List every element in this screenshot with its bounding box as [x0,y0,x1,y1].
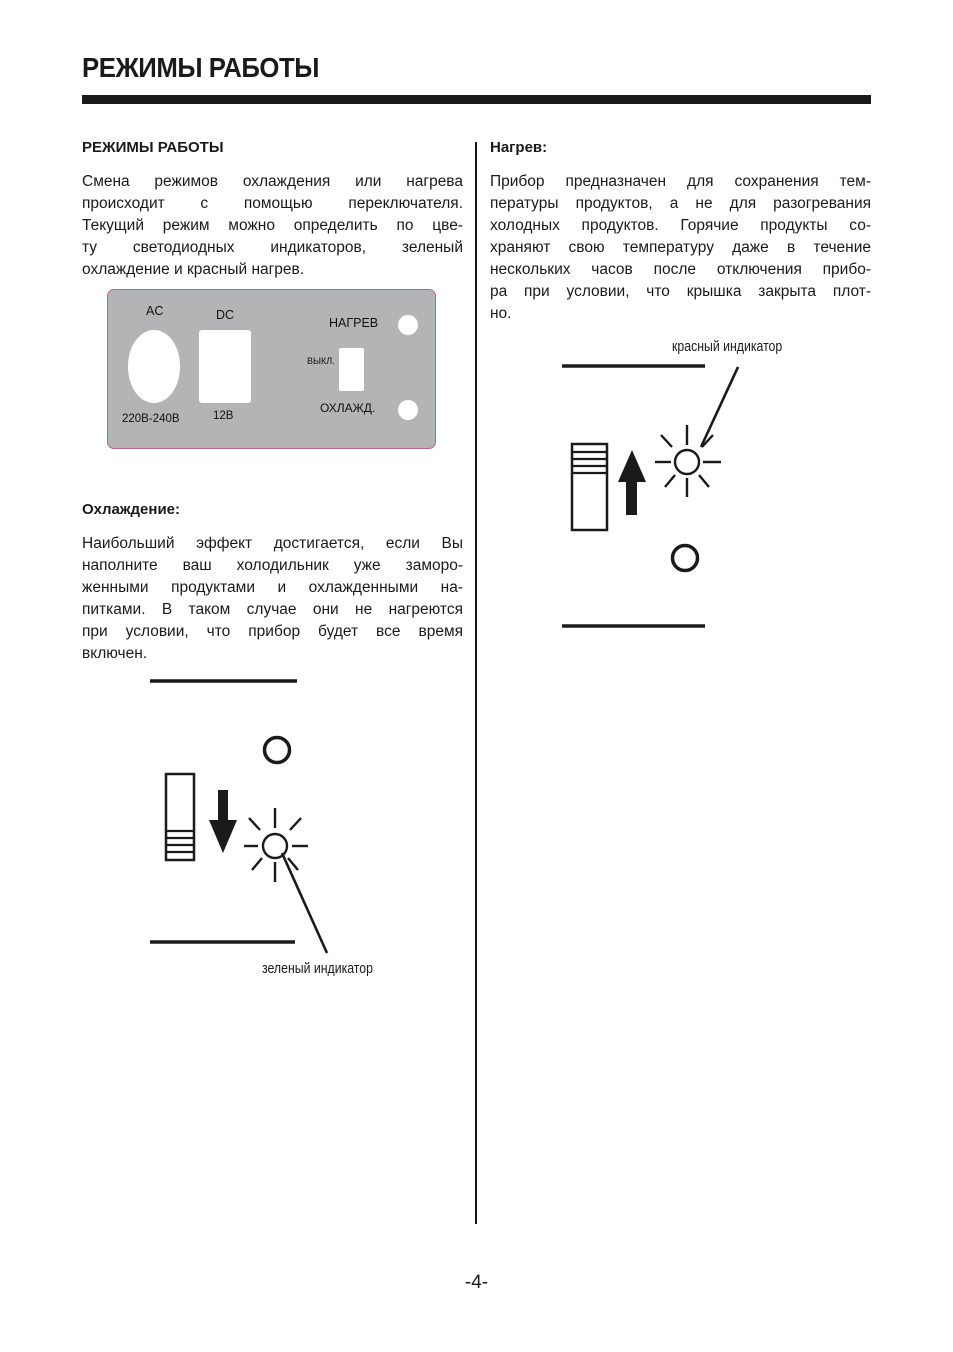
ac-voltage-label: 220В-240В [122,413,180,425]
cooling-paragraph [82,533,463,665]
heating-caption: красный индикатор [672,338,783,355]
dc-label: DC [216,308,235,322]
intro-line: ту светодиодных индикаторов, зеленый [82,239,463,256]
heat-indicator-off-icon [265,738,290,763]
cool-label: ОХЛАЖД. [320,401,376,415]
page-number: -4- [464,1272,489,1293]
heating-line: нескольких часов после отключения прибо- [490,261,871,278]
heating-diagram [555,355,755,640]
heating-line: Прибор предназначен для сохранения тем- [490,173,871,190]
page-title: РЕЖИМЫ РАБОТЫ [82,52,320,83]
arrow-up-icon [618,450,646,515]
heating-title: Нагрев: [490,139,548,156]
heat-indicator-led [398,315,418,335]
dc-voltage-label: 12В [213,410,234,422]
heat-indicator-on-icon [655,425,721,497]
title-rule [82,95,871,104]
column-divider [475,142,477,1224]
cooling-diagram [140,670,340,960]
cool-indicator-off-icon [673,546,698,571]
heating-paragraph [490,171,871,325]
cooling-line: включен. [82,645,148,662]
intro-paragraph [82,171,463,281]
intro-line: Текущий режим можно определить по цве- [82,217,463,234]
cooling-line: при условии, что прибор будет все время [82,623,463,640]
indicator-pointer-line [701,367,738,447]
intro-line: Смена режимов охлаждения или нагрева [82,173,463,190]
cooling-line: наполните ваш холодильник уже заморо- [82,557,463,574]
switch-up-icon [572,444,607,530]
heating-line: но. [490,305,512,322]
cooling-line: женными продуктами и охлажденными на- [82,579,463,596]
cooling-caption: зеленый индикатор [262,960,373,977]
arrow-down-icon [209,790,237,853]
heating-line: ра при условии, что крышка закрыта плот- [490,283,871,300]
cooling-line: питками. В таком случае они не нагреются [82,601,463,618]
indicator-pointer-line [282,853,327,953]
control-panel [107,289,436,449]
heating-line: храняют свою температуру даже в течение [490,239,871,256]
ac-socket [128,330,180,403]
heat-label: НАГРЕВ [329,316,379,330]
cooling-title: Охлаждение: [82,501,180,518]
heating-line: холодных продуктов. Горячие продукты со- [490,217,871,234]
switch-down-icon [166,774,194,860]
dc-socket [199,330,251,403]
intro-line: происходит с помощью переключателя. [82,195,463,212]
section-title: РЕЖИМЫ РАБОТЫ [82,139,224,156]
mode-switch[interactable] [339,348,364,391]
cooling-line: Наибольший эффект достигается, если Вы [82,535,463,552]
ac-label: AC [146,304,164,318]
intro-line: охлаждение и красный нагрев. [82,261,305,278]
heating-line: пературы продуктов, а не для разогревания [490,195,871,212]
cool-indicator-led [398,400,418,420]
cool-indicator-on-icon [244,808,308,882]
off-label: ВЫКЛ. [307,356,335,366]
